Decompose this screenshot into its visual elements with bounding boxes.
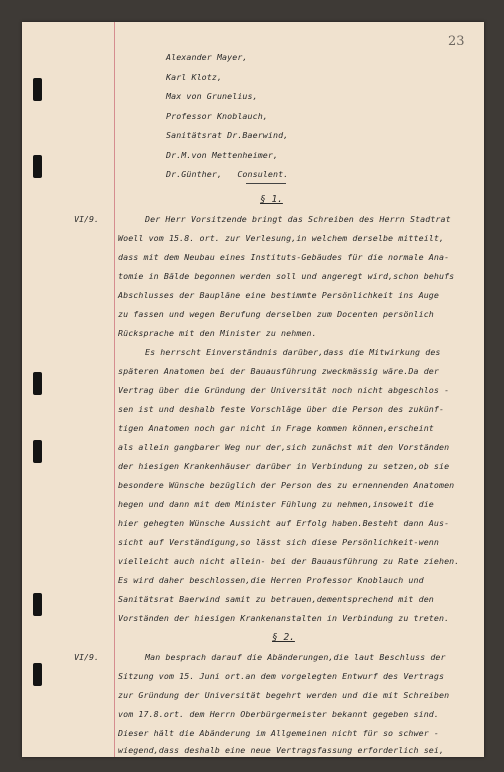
text-line: sicht auf Verständigung,so lässt sich diese Persönlichkeit-wenn bbox=[118, 537, 439, 547]
text-line: Es wird daher beschlossen,die Herren Professor Knoblauch und bbox=[118, 575, 424, 585]
text-line: tomie in Bälde begonnen werden soll und angeregt wird,schon behufs bbox=[118, 271, 455, 281]
margin-reference: VI/9. bbox=[74, 214, 99, 224]
page-number: 23 bbox=[448, 34, 465, 49]
attendee-name: Dr.M.von Mettenheimer, bbox=[166, 150, 279, 160]
text-line: sen ist und deshalb feste Vorschläge über die Person des zukünf- bbox=[118, 404, 445, 414]
attendee-name: Professor Knoblauch, bbox=[166, 111, 268, 121]
text-line: späteren Anatomen bei der Bauausführung zweckmässig wäre.Da der bbox=[118, 366, 439, 376]
text-line: dass mit dem Neubau eines Instituts-Gebäudes für die normale Ana- bbox=[118, 252, 450, 262]
binder-hole bbox=[33, 593, 42, 616]
text-line: Der Herr Vorsitzende bringt das Schreiben des Herrn Stadtrat bbox=[145, 214, 451, 224]
binder-hole bbox=[33, 663, 42, 686]
text-line: zur Gründung der Universität begehrt werden und die mit Schreiben bbox=[118, 690, 450, 700]
section-heading: § 2. bbox=[272, 632, 295, 643]
text-line: zu fassen und wegen Berufung derselben zum Docenten persönlich bbox=[118, 309, 434, 319]
text-line: der hiesigen Krankenhäuser darüber in Verbindung zu setzen,ob sie bbox=[118, 461, 450, 471]
text-line: Vertrag über die Gründung der Universität noch nicht abgeschlos - bbox=[118, 385, 450, 395]
text-line: Vorständen der hiesigen Krankenanstalten in Verbindung zu treten. bbox=[118, 613, 450, 623]
text-line: Es herrscht Einverständnis darüber,dass die Mitwirkung des bbox=[145, 347, 441, 357]
attendee-name: Karl Klotz, bbox=[166, 72, 223, 82]
text-line: Woell vom 15.8. ort. zur Verlesung,in welchem derselbe mitteilt, bbox=[118, 233, 445, 243]
attendee-name: Max von Grunelius, bbox=[166, 91, 258, 101]
text-line: vom 17.8.ort. dem Herrn Oberbürgermeister bekannt gegeben sind. bbox=[118, 709, 439, 719]
text-line: als allein gangbarer Weg nur der,sich zunächst mit den Vorständen bbox=[118, 442, 450, 452]
attendee-name: Dr.Günther, Consulent. bbox=[166, 169, 289, 179]
attendee-name: Sanitätsrat Dr.Baerwind, bbox=[166, 130, 289, 140]
margin-reference: VI/9. bbox=[74, 652, 99, 662]
text-line: hegen und dann mit dem Minister Fühlung zu nehmen,insoweit die bbox=[118, 499, 434, 509]
text-line: Rücksprache mit den Minister zu nehmen. bbox=[118, 328, 317, 338]
binder-hole bbox=[33, 155, 42, 178]
separator-rule bbox=[246, 183, 286, 184]
text-line: tigen Anatomen noch gar nicht in Frage kommen können,erscheint bbox=[118, 423, 434, 433]
section-heading: § 1. bbox=[260, 194, 283, 205]
text-line: hier gehegten Wünsche Aussicht auf Erfolg haben.Besteht dann Aus- bbox=[118, 518, 450, 528]
binder-hole bbox=[33, 440, 42, 463]
margin-line bbox=[114, 22, 115, 757]
binder-hole bbox=[33, 78, 42, 101]
text-line: Sitzung vom 15. Juni ort.an dem vorgelegten Entwurf des Vertrags bbox=[118, 671, 445, 681]
binder-hole bbox=[33, 372, 42, 395]
attendee-name: Alexander Mayer, bbox=[166, 52, 248, 62]
text-line: wiegend,dass deshalb eine neue Vertragsfassung erforderlich sei, bbox=[118, 745, 445, 755]
text-line: Dieser hält die Abänderung im Allgemeinen nicht für so schwer - bbox=[118, 728, 439, 738]
text-line: Man besprach darauf die Abänderungen,die laut Beschluss der bbox=[145, 652, 446, 662]
text-line: vielleicht auch nicht allein- bei der Bauausführung zu Rate ziehen. bbox=[118, 556, 460, 566]
text-line: Abschlusses der Baupläne eine bestimmte Persönlichkeit ins Auge bbox=[118, 290, 439, 300]
text-line: Sanitätsrat Baerwind samit zu betrauen,dementsprechend mit den bbox=[118, 594, 434, 604]
text-line: besondere Wünsche bezüglich der Person des zu ernennenden Anatomen bbox=[118, 480, 455, 490]
